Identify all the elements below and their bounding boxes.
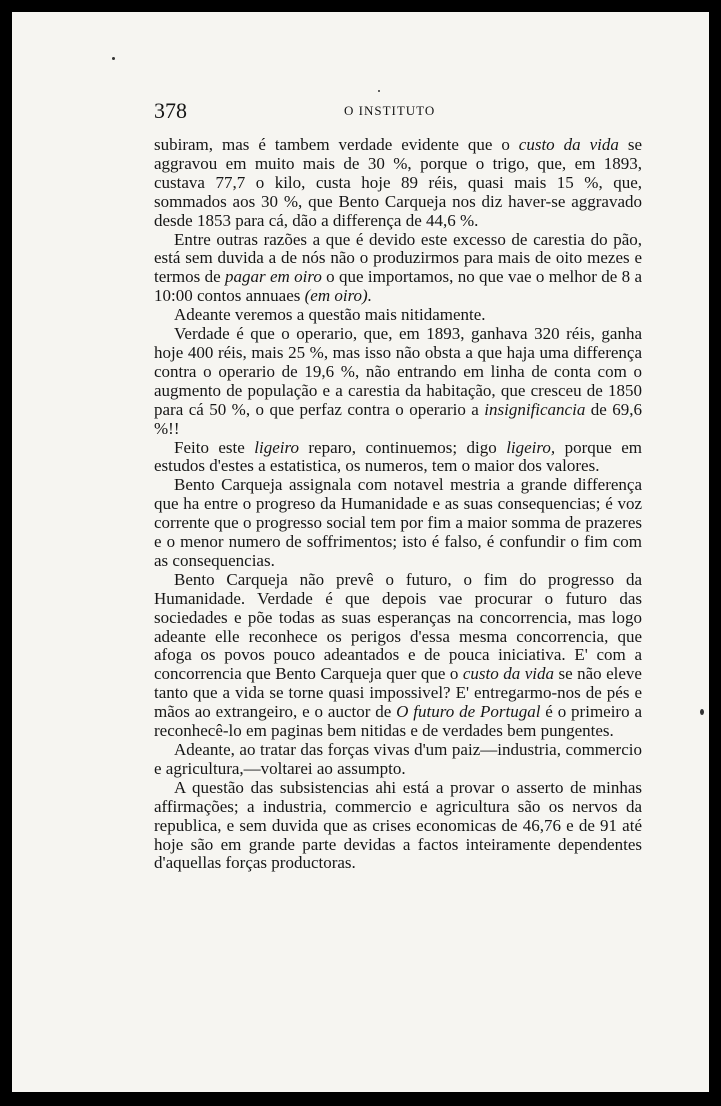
text-segment: é o primeiro a reconhecê-lo em paginas bem nitidas e de verdades bem pungentes. xyxy=(154,702,642,741)
italic-text: custo da vida xyxy=(462,664,554,684)
text-segment: se não eleve tanto que a vida se torne quasi impossivel? E' entregarmo-nos de pés e mãos ao extrangeiro, e o auctor de xyxy=(154,664,642,722)
speck xyxy=(112,57,115,60)
text-segment: Verdade é que o operario, que, em 1893, ganhava 320 réis, ganha hoje 400 réis, mais 25 %, mas isso não obsta a que haja uma differença contra o operario de 19,6 %, não entrando em linha de conta com o augmento de população e a carestia da habitação, que cresceu de 1850 para cá 50 %, o que perfaz contra o operario a xyxy=(154,324,642,419)
paragraph xyxy=(154,779,642,874)
paragraph xyxy=(154,231,642,307)
text-segment: Adeante, ao tratar das forças vivas d'um paiz—industria, commercio e agricultura,—voltarei ao assumpto. xyxy=(154,740,642,778)
page-number: 378 xyxy=(154,98,187,123)
paragraph xyxy=(154,136,642,231)
text-segment: Feito este xyxy=(174,437,255,457)
italic-text: custo da vida xyxy=(518,135,619,154)
text-segment: se aggravou em muito mais de 30 %, porque o trigo, que, em 1893, custava 77,7 o kilo, custa hoje 89 réis, quasi mais 15 %, que, sommados aos 30 %, que Bento Carqueja nos diz haver-se aggravado desde 1853 para cá, dão a differença de 44,6 %. xyxy=(154,135,642,230)
paragraph xyxy=(154,476,642,571)
paragraph xyxy=(154,741,642,779)
speck xyxy=(378,90,380,92)
text-segment: o que importamos, no que vae o melhor de 8 a 10:00 contos annuaes xyxy=(154,267,642,306)
paragraph xyxy=(154,571,642,741)
text-segment: de 69,6 %!! xyxy=(154,399,643,438)
text-segment: porque em estudos d'estes a estatistica, os numeros, tem o maior dos valores. xyxy=(154,437,642,476)
paragraph xyxy=(154,325,642,438)
paragraph xyxy=(154,306,642,325)
italic-text: ligeiro, xyxy=(506,437,556,457)
italic-text: ligeiro xyxy=(254,437,299,457)
italic-text: O futuro de Portugal xyxy=(396,702,541,722)
text-segment: reparo, continuemos; digo xyxy=(298,437,507,457)
italic-text: (em oiro). xyxy=(304,286,372,306)
text-segment: A questão das subsistencias ahi está a provar o asserto de minhas affirmações; a industria, commercio e agricultura são os nervos da republica, e sem duvida que as crises economicas de 46,76 e de 91 até hoje são em grande parte devidas a factos inteiramente dependentes d'aquellas forças productoras. xyxy=(154,777,642,873)
text-segment: subiram, mas é tambem verdade evidente que o xyxy=(154,135,519,154)
italic-text: insignificancia xyxy=(484,399,586,419)
italic-text: pagar em oiro xyxy=(225,267,322,287)
text-segment: Adeante veremos a questão mais nitidamente. xyxy=(174,305,486,325)
body-text xyxy=(154,136,642,873)
text-segment: Entre outras razões a que é devido este excesso de carestia do pão, está sem duvida a de nós não o produzirmos para mais de oito mezes e termos de xyxy=(154,229,642,287)
paragraph xyxy=(154,439,642,477)
speck xyxy=(700,709,704,715)
page-header xyxy=(154,98,649,128)
running-title: O INSTITUTO xyxy=(344,103,436,118)
document-page xyxy=(12,12,709,1092)
text-segment: Bento Carqueja não prevê o futuro, o fim do progresso da Humanidade. Verdade é que depois vae procurar o futuro das sociedades e põe todas as suas esperanças na concorrencia, mas logo adeante elle reconhece os perigos d'essa mesma concorrencia, que afoga os povos pouco adeantados e de pouca iniciativa. E' com a concorrencia que Bento Carqueja quer que o xyxy=(154,569,642,684)
text-segment: Bento Carqueja assignala com notavel mestria a grande differença que ha entre o progreso da Humanidade e as suas consequencias; é voz corrente que o progresso social tem por fim a maior somma de prazeres e o menor numero de soffrimentos; isto é falso, é confundir o fim com as consequencias. xyxy=(154,475,642,570)
